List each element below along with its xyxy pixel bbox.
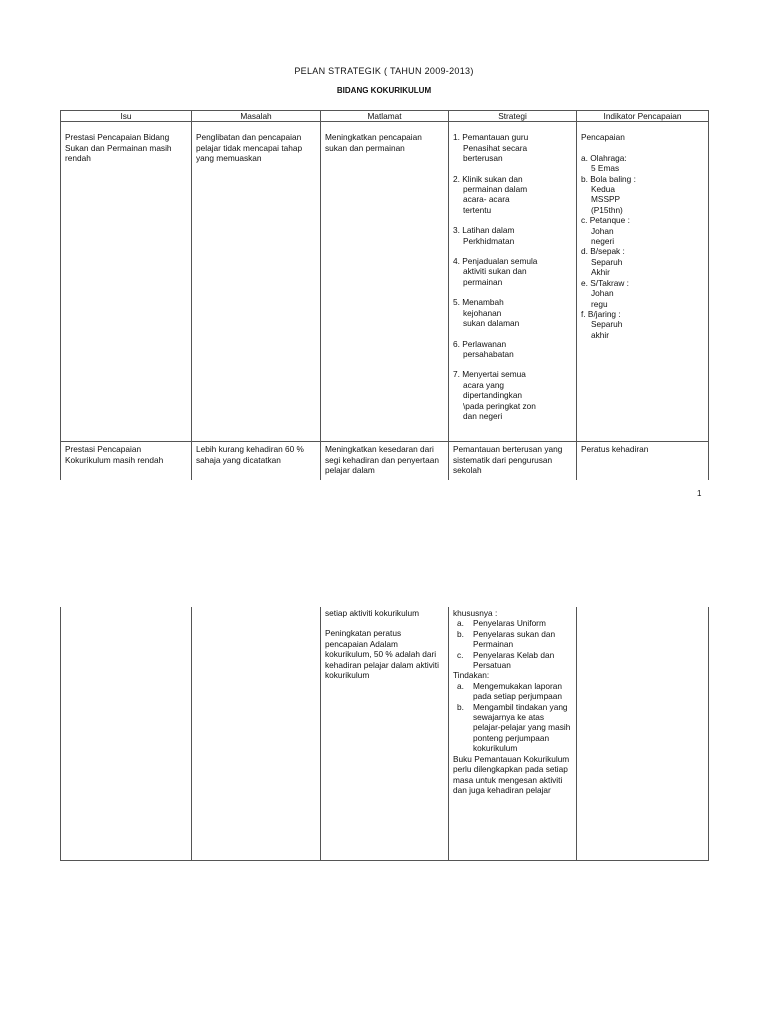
tindakan-label: Tindakan: (453, 670, 490, 681)
coordinator-item (453, 618, 572, 628)
indicator-detail: Akhir (591, 267, 610, 278)
cell-indikator (577, 607, 709, 861)
strategy-item (453, 297, 572, 328)
strategy-number: 4. (453, 256, 460, 267)
strategy-line: Perkhidmatan (463, 235, 515, 246)
strategy-line: permainan dalam (463, 184, 528, 195)
strategy-line: acara- acara (463, 194, 510, 205)
coordinator-item-marker: c. (457, 649, 464, 660)
strategy-item (453, 174, 572, 216)
strategy-number: 5. (453, 297, 460, 308)
strategic-plan-table-continued (60, 607, 709, 861)
indicator-detail: Separuh (591, 256, 623, 267)
cell-isu: Prestasi Pencapaian Kokurikulum masih rendah (61, 442, 192, 481)
monitoring-book-text: Buku Pemantauan Kokurikulum perlu dilengkapkan pada setiap masa untuk mengesan aktiviti dan juga kehadiran pelajar (453, 753, 570, 795)
indicator-heading: Pencapaian (581, 132, 625, 143)
strategy-item (453, 256, 572, 287)
coordinator-item-marker: a. (457, 618, 464, 629)
indicator-detail: regu (591, 298, 608, 309)
strategy-line: Latihan dalam (462, 225, 515, 236)
coordinator-item-marker: b. (457, 628, 464, 639)
strategy-item (453, 339, 572, 360)
column-header-indikator: Indikator Pencapaian (577, 111, 709, 122)
indicator-item (581, 278, 704, 309)
page-number: 1 (697, 489, 702, 498)
coordinator-item-text: Penyelaras Kelab dan Persatuan (473, 649, 555, 671)
indicator-label: b. Bola baling : (581, 173, 636, 184)
cell-isu: Prestasi Pencapaian Bidang Sukan dan Permainan masih rendah (61, 122, 192, 442)
indicator-list (581, 153, 704, 340)
indicator-item (581, 246, 704, 277)
indicator-detail: Separuh (591, 319, 623, 330)
indicator-detail: negeri (591, 236, 615, 247)
action-item-marker: b. (457, 701, 464, 712)
cell-masalah: Penglibatan dan pencapaian pelajar tidak mencapai tahap yang memuaskan (192, 122, 321, 442)
document-subtitle: BIDANG KOKURIKULUM (336, 86, 432, 95)
cell-indikator (577, 122, 709, 442)
indicator-label: d. B/sepak : (581, 246, 625, 257)
strategy-line: \pada peringkat zon (463, 400, 536, 411)
action-list (453, 681, 572, 754)
strategy-line: Penjadualan semula (462, 256, 538, 267)
strategy-line: Klinik sukan dan (462, 173, 523, 184)
strategy-line: Menyertai semua (462, 369, 526, 380)
indicator-label: a. Olahraga: (581, 152, 627, 163)
indicator-detail: Johan (591, 225, 614, 236)
action-item (453, 681, 572, 702)
cell-strategi: Pemantauan berterusan yang sistematik dari pengurusan sekolah (449, 442, 577, 481)
strategy-line: permainan (463, 276, 503, 287)
matlamat-text: setiap aktiviti kokurikulum (325, 608, 420, 618)
table-header-row (61, 111, 709, 122)
indicator-label: e. S/Takraw : (581, 277, 629, 288)
action-item-marker: a. (457, 680, 464, 691)
action-item-text: Mengemukakan laporan pada setiap perjumpaan (473, 680, 563, 702)
coordinator-item-text: Penyelaras Uniform (473, 618, 546, 629)
strategy-list (453, 132, 572, 421)
cell-isu (61, 607, 192, 861)
strategy-line: persahabatan (463, 348, 514, 359)
strategy-line: Menambah (462, 297, 504, 308)
strategic-plan-table (60, 110, 709, 480)
cell-matlamat: Meningkatkan pencapaian sukan dan permainan (321, 122, 449, 442)
indicator-detail: Johan (591, 288, 614, 299)
table-row (61, 122, 709, 442)
strategy-item (453, 225, 572, 246)
strategy-line: sukan dalaman (463, 318, 520, 329)
cell-matlamat: Meningkatkan kesedaran dari segi kehadiran dan penyertaan pelajar dalam (321, 442, 449, 481)
strategy-number: 6. (453, 338, 460, 349)
strategy-line: aktiviti sukan dan (463, 266, 527, 277)
strategy-line: Penasihat secara (463, 142, 528, 153)
strategy-line: acara yang (463, 379, 505, 390)
cell-strategi (449, 607, 577, 861)
indicator-item (581, 153, 704, 174)
strategy-item (453, 132, 572, 163)
column-header-matlamat: Matlamat (321, 111, 449, 122)
cell-indikator: Peratus kehadiran (577, 442, 709, 481)
action-item-text: Mengambil tindakan yang sewajarnya ke atas pelajar-pelajar yang masih ponteng perjumpaan kokurikulum (473, 701, 571, 754)
cell-matlamat (321, 607, 449, 861)
action-item (453, 702, 572, 754)
coordinator-item-text: Penyelaras sukan dan Permainan (473, 628, 556, 650)
strategy-number: 1. (453, 132, 460, 143)
strategy-number: 7. (453, 369, 460, 380)
cell-strategi (449, 122, 577, 442)
indicator-label: f. B/jaring : (581, 308, 621, 319)
indicator-item (581, 309, 704, 340)
strategy-number: 3. (453, 225, 460, 236)
coordinator-item (453, 650, 572, 671)
strategy-line: Perlawanan (462, 338, 507, 349)
strategy-number: 2. (453, 173, 460, 184)
document-title: PELAN STRATEGIK ( TAHUN 2009-2013) (294, 66, 474, 76)
cell-masalah: Lebih kurang kehadiran 60 % sahaja yang dicatatkan (192, 442, 321, 481)
indicator-detail: akhir (591, 329, 609, 340)
column-header-masalah: Masalah (192, 111, 321, 122)
strategy-line: tertentu (463, 204, 492, 215)
strategy-line: dan negeri (463, 410, 503, 421)
table-row (61, 607, 709, 861)
indicator-item (581, 215, 704, 246)
indicator-item (581, 174, 704, 216)
coordinator-list (453, 618, 572, 670)
matlamat-text: Peningkatan peratus pencapaian Adalam kokurikulum, 50 % adalah dari kehadiran pelajar dalam aktiviti kokurikulum (325, 628, 439, 681)
indicator-detail: (P15thn) (591, 204, 623, 215)
strategy-line: Pemantauan guru (462, 132, 529, 143)
indicator-detail: 5 Emas (591, 163, 620, 174)
strategy-line: berterusan (463, 153, 503, 164)
strategy-intro: khususnya : (453, 608, 498, 618)
indicator-detail: Kedua (591, 184, 615, 195)
strategy-line: dipertandingkan (463, 390, 523, 401)
column-header-strategi: Strategi (449, 111, 577, 122)
strategy-line: kejohanan (463, 307, 502, 318)
cell-masalah (192, 607, 321, 861)
strategy-item (453, 369, 572, 421)
indicator-label: c. Petanque : (581, 215, 630, 226)
coordinator-item (453, 629, 572, 650)
indicator-detail: MSSPP (591, 194, 621, 205)
table-row (61, 442, 709, 481)
column-header-isu: Isu (61, 111, 192, 122)
